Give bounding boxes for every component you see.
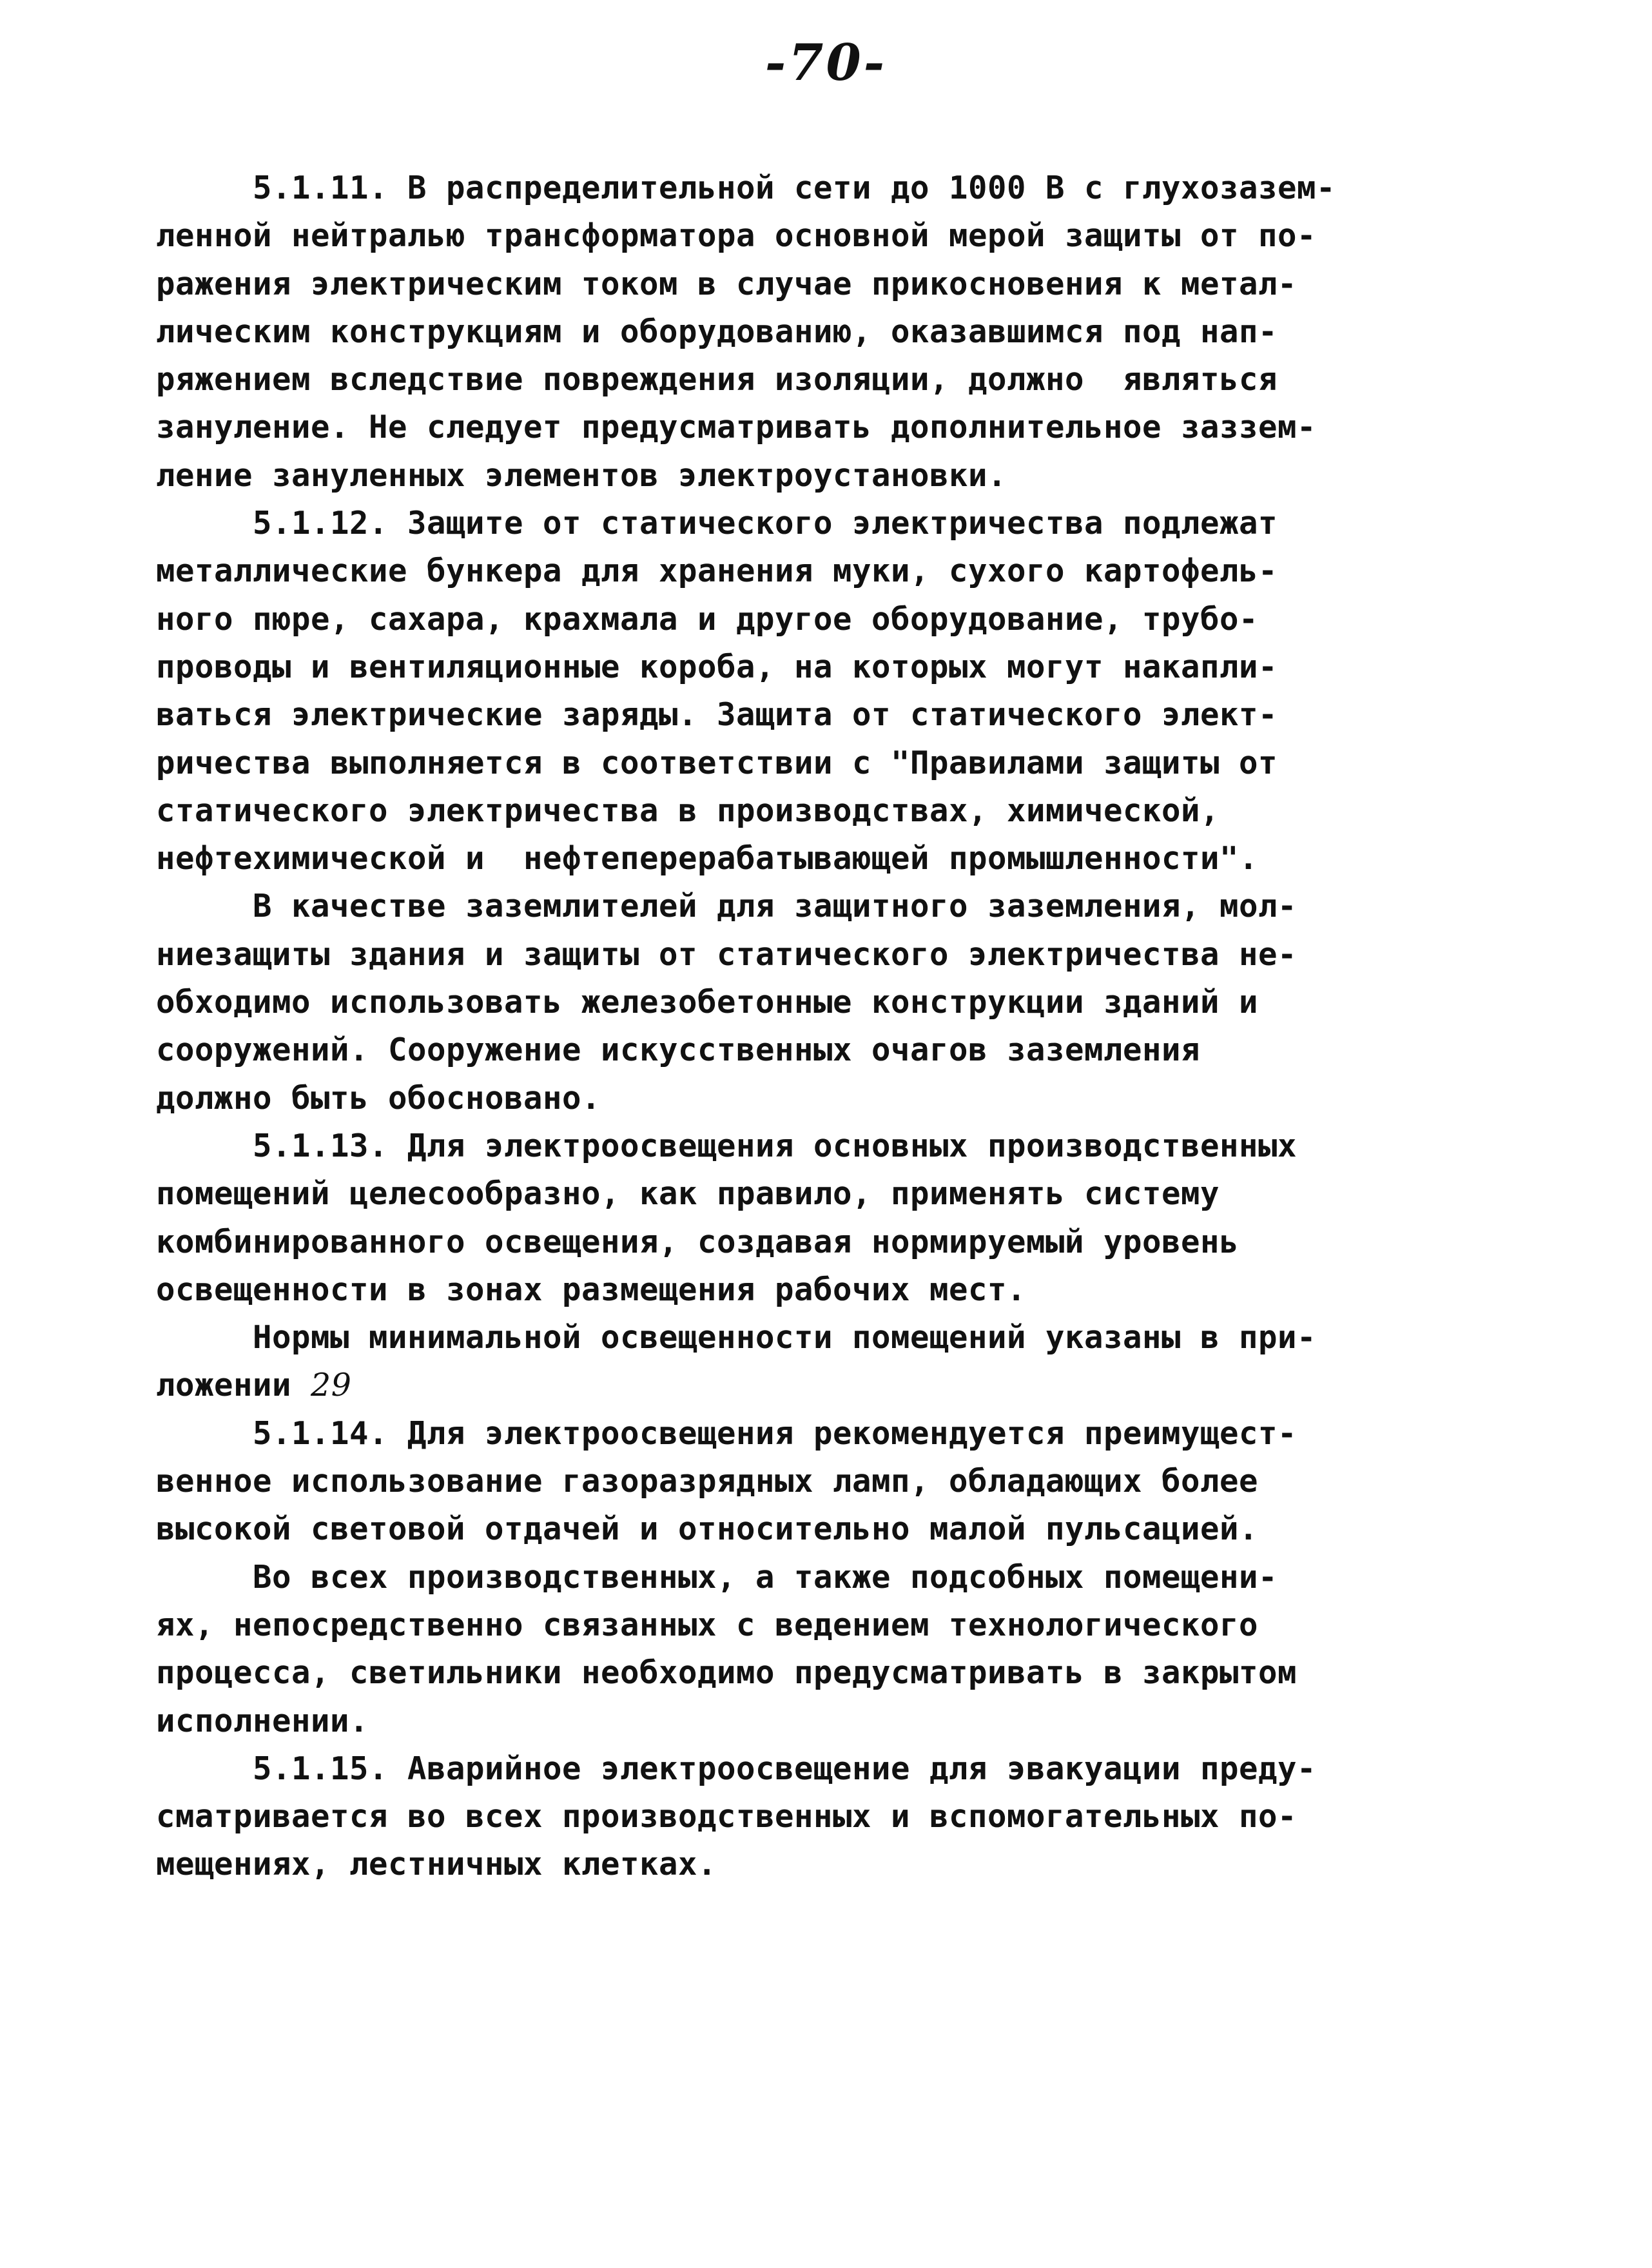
text-line: ниезащиты здания и защиты от статического электричества не- xyxy=(156,935,1297,973)
text-line: 5.1.13. Для электроосвещения основных производственных xyxy=(156,1127,1297,1164)
text-line: ях, непосредственно связанных с ведением технологического xyxy=(156,1606,1259,1643)
text-line: ряжением вследствие повреждения изоляции, должно являться xyxy=(156,361,1278,398)
text-line: исполнении. xyxy=(156,1702,369,1739)
text-line: комбинированного освещения, создавая нормируемый уровень xyxy=(156,1223,1239,1260)
page-number: -70- xyxy=(764,34,888,92)
text-line: обходимо использовать железобетонные конструкции зданий и xyxy=(156,984,1259,1021)
text-line: должно быть обосновано. xyxy=(156,1079,601,1117)
text-fragment: ложении xyxy=(156,1367,311,1404)
text-line: сооружений. Сооружение искусственных очагов заземления xyxy=(156,1031,1201,1069)
text-line: помещений целесообразно, как правило, применять систему xyxy=(156,1175,1220,1213)
text-line: сматривается во всех производственных и вспомогательных по- xyxy=(156,1798,1297,1835)
text-line: Во всех производственных, а также подсобных помещени- xyxy=(156,1558,1278,1596)
text-line: статического электричества в производствах, химической, xyxy=(156,792,1220,829)
text-line: металлические бункера для хранения муки, сухого картофель- xyxy=(156,552,1278,590)
text-line: 5.1.14. Для электроосвещения рекомендуется преимущест- xyxy=(156,1414,1297,1452)
text-line: зануление. Не следует предусматривать дополнительное заззем- xyxy=(156,409,1317,446)
text-line: освещенности в зонах размещения рабочих мест. xyxy=(156,1271,1027,1308)
text-line: 5.1.12. Защите от статического электричества подлежат xyxy=(156,505,1278,542)
handwritten-appendix-number: 29 xyxy=(311,1367,352,1404)
text-line: ричества выполняется в соответствии с "Правилами защиты от xyxy=(156,744,1278,781)
text-line-with-note xyxy=(156,1362,1439,1409)
text-line: 5.1.15. Аварийное электроосвещение для эвакуации преду- xyxy=(156,1750,1317,1787)
document-body xyxy=(156,164,1439,1889)
text-line: мещениях, лестничных клетках. xyxy=(156,1846,717,1883)
text-line: ление зануленных элементов электроустановки. xyxy=(156,456,1007,494)
text-line: лическим конструкциям и оборудованию, оказавшимся под нап- xyxy=(156,313,1278,350)
text-line: венное использование газоразрядных ламп, обладающих более xyxy=(156,1463,1259,1500)
text-line: нефтехимической и нефтеперерабатывающей промышленности". xyxy=(156,840,1259,877)
text-line: 5.1.11. В распределительной сети до 1000 В с глухозазем- xyxy=(156,170,1336,206)
text-line: ваться электрические заряды. Защита от статического элект- xyxy=(156,696,1278,734)
text-line: Нормы минимальной освещенности помещений указаны в при- xyxy=(156,1319,1317,1356)
text-line: процесса, светильники необходимо предусматривать в закрытом xyxy=(156,1654,1297,1692)
text-line: ного пюре, сахара, крахмала и другое оборудование, трубо- xyxy=(156,600,1259,638)
text-line: ленной нейтралью трансформатора основной мерой защиты от по- xyxy=(156,217,1317,255)
text-line: В качестве заземлителей для защитного заземления, мол- xyxy=(156,888,1297,925)
text-line: ражения электрическим током в случае прикосновения к метал- xyxy=(156,265,1297,302)
text-line: высокой световой отдачей и относительно малой пульсацией. xyxy=(156,1510,1259,1548)
text-line: проводы и вентиляционные короба, на которых могут накапли- xyxy=(156,648,1278,685)
